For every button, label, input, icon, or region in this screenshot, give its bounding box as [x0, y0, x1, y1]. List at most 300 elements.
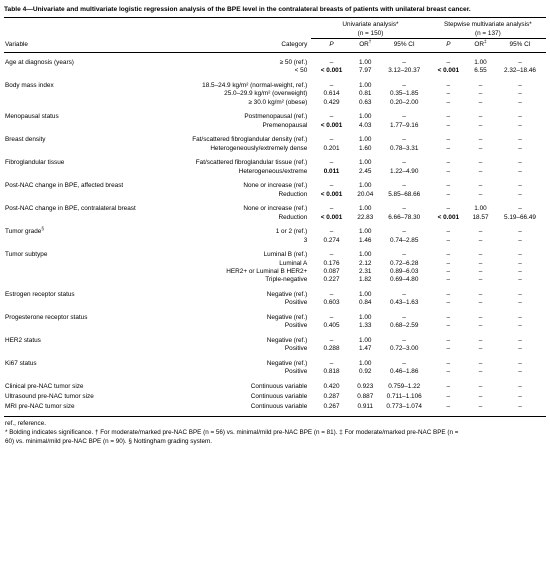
cell-p-multivariate: –	[446, 251, 451, 259]
header-p-multivariate: P	[430, 39, 467, 52]
table-row	[4, 237, 546, 245]
cell-p-univariate: 0.405	[323, 322, 340, 330]
header-or-univariate	[352, 39, 379, 52]
footnote-line: ref., reference.	[5, 420, 46, 428]
cell-p-multivariate: –	[446, 322, 451, 330]
cell-p-multivariate: –	[446, 268, 451, 275]
cell-variable	[4, 168, 149, 176]
cell-or-univariate: 1.00	[359, 205, 372, 213]
header-variable: Variable	[4, 39, 149, 52]
cell-variable	[4, 299, 149, 307]
table-row	[4, 268, 546, 276]
cell-p-multivariate: –	[446, 144, 451, 152]
table-row	[4, 401, 546, 417]
cell-ci-univariate: 3.12–20.37	[388, 67, 421, 75]
cell-p-multivariate: –	[446, 113, 451, 121]
cell-or-univariate: 1.00	[359, 58, 372, 66]
cell-ci-multivariate: –	[518, 268, 522, 275]
cell-p-univariate: 0.227	[323, 276, 340, 284]
cell-variable	[4, 354, 149, 369]
cell-variable	[4, 331, 149, 346]
cell-category: Reduction	[278, 213, 308, 221]
table-row	[4, 354, 546, 369]
cell-or-univariate: 1.00	[359, 291, 372, 298]
column-header-row	[4, 39, 546, 52]
cell-ci-univariate: 0.35–1.85	[389, 90, 419, 98]
table-row	[4, 107, 546, 122]
variable-label: Tumor grade	[5, 228, 42, 236]
table-row	[4, 299, 546, 307]
table-row	[4, 345, 546, 353]
cell-p-univariate: –	[329, 81, 334, 89]
header-category: Category	[149, 39, 311, 52]
cell-category: Positive	[284, 345, 308, 353]
cell-ci-univariate: 6.66–78.30	[388, 213, 421, 221]
table-row	[4, 276, 546, 284]
cell-or-univariate: 0.92	[359, 368, 372, 376]
cell-category: Positive	[284, 322, 308, 330]
cell-or-multivariate: 18.57	[472, 213, 489, 221]
cell-p-univariate: 0.288	[323, 345, 340, 353]
cell-category: Continuous variable	[250, 383, 308, 390]
cell-ci-multivariate: –	[518, 144, 522, 152]
table-row	[4, 153, 546, 168]
header-p-univariate: P	[311, 39, 351, 52]
cell-ci-multivariate: –	[518, 228, 522, 236]
cell-variable	[4, 222, 149, 237]
table-row	[4, 285, 546, 300]
table-row	[4, 199, 546, 214]
cell-p-multivariate: –	[446, 228, 451, 236]
cell-p-univariate: –	[329, 58, 334, 66]
cell-ci-univariate: 0.74–2.85	[389, 236, 419, 244]
cell-category: Continuous variable	[250, 393, 308, 400]
cell-variable	[4, 391, 149, 401]
cell-ci-multivariate: –	[518, 368, 522, 376]
cell-category: Triple-negative	[265, 276, 308, 284]
cell-or-univariate: 0.81	[359, 90, 372, 98]
table-row	[4, 260, 546, 268]
header-or-mark: †	[368, 39, 372, 45]
cell-p-univariate: < 0.001	[320, 213, 343, 221]
cell-p-univariate: 0.274	[323, 236, 340, 244]
cell-p-multivariate: –	[446, 190, 451, 198]
cell-p-univariate: 0.420	[323, 383, 340, 390]
cell-variable	[4, 130, 149, 145]
cell-or-univariate: 1.33	[359, 322, 372, 330]
cell-variable	[4, 368, 149, 376]
cell-p-univariate: 0.176	[323, 259, 340, 267]
header-or-multivariate	[467, 39, 494, 52]
cell-p-univariate: 0.818	[323, 368, 340, 376]
cell-or-univariate: 1.00	[359, 113, 372, 121]
cell-category: Negative (ref.)	[266, 360, 308, 367]
cell-p-univariate: –	[329, 314, 334, 321]
cell-category: Negative (ref.)	[266, 314, 308, 321]
cell-or-multivariate: –	[478, 268, 483, 275]
cell-ci-univariate: 0.68–2.59	[389, 322, 419, 330]
cell-ci-multivariate: –	[518, 322, 522, 330]
cell-ci-multivariate: –	[518, 167, 522, 175]
cell-ci-multivariate: –	[518, 236, 522, 244]
table-row	[4, 368, 546, 376]
cell-p-univariate: 0.614	[323, 90, 340, 98]
cell-or-multivariate: 6.55	[474, 67, 487, 75]
cell-ci-univariate: 0.759–1.22	[388, 383, 421, 390]
cell-or-univariate: 1.00	[359, 159, 372, 167]
cell-ci-univariate: 5.85–68.66	[388, 190, 421, 198]
cell-or-univariate: 2.12	[359, 259, 372, 267]
cell-p-univariate: 0.201	[323, 144, 340, 152]
cell-p-univariate: –	[329, 136, 334, 144]
cell-p-univariate: –	[329, 291, 334, 298]
cell-p-univariate: –	[329, 159, 334, 167]
cell-category: HER2+ or Luminal B HER2+	[226, 268, 308, 275]
cell-or-multivariate: –	[478, 113, 483, 121]
cell-p-univariate: –	[329, 337, 334, 344]
footnote-mark: §	[41, 226, 44, 232]
table-row	[4, 168, 546, 176]
cell-ci-univariate: –	[402, 159, 406, 167]
cell-p-multivariate: –	[446, 276, 451, 284]
cell-ci-multivariate: –	[518, 314, 522, 321]
cell-or-multivariate: –	[478, 314, 483, 321]
cell-ci-multivariate: 2.32–18.46	[504, 67, 536, 75]
cell-or-univariate: 1.00	[359, 360, 372, 367]
cell-or-univariate: 2.45	[359, 167, 372, 175]
cell-p-univariate: –	[329, 251, 334, 259]
variable-label: Progesterone receptor status	[5, 314, 88, 321]
univariate-label: Univariate analysis*	[342, 21, 399, 28]
cell-or-multivariate: –	[478, 383, 483, 390]
cell-or-multivariate: –	[478, 167, 483, 175]
table-row	[4, 67, 546, 75]
cell-p-multivariate: –	[446, 81, 451, 89]
cell-category: Luminal B (ref.)	[263, 251, 308, 259]
cell-or-univariate: 1.00	[359, 251, 372, 259]
cell-ci-multivariate: –	[518, 113, 522, 121]
group-header-row	[4, 18, 546, 39]
table-row	[4, 377, 546, 392]
cell-p-univariate: 0.429	[323, 98, 340, 106]
cell-category: 25.0–29.9 kg/m² (overweight)	[224, 90, 308, 98]
variable-label: Breast density	[5, 136, 46, 144]
cell-p-univariate: –	[329, 205, 334, 213]
cell-ci-univariate: 1.22–4.90	[389, 167, 419, 175]
header-or-label: OR	[474, 41, 485, 49]
cell-variable	[4, 322, 149, 330]
cell-or-multivariate: –	[478, 90, 483, 98]
table-row	[4, 130, 546, 145]
cell-or-multivariate: –	[478, 98, 483, 106]
table-row	[4, 245, 546, 260]
cell-ci-univariate: –	[402, 228, 406, 236]
variable-label: Ki67 status	[5, 360, 37, 367]
variable-label: Age at diagnosis (years)	[5, 58, 74, 66]
cell-p-univariate: < 0.001	[320, 190, 343, 198]
cell-variable	[4, 153, 149, 168]
cell-ci-univariate: 0.711–1.106	[386, 393, 422, 400]
cell-variable	[4, 145, 149, 153]
cell-or-multivariate: –	[467, 401, 494, 417]
variable-label: Post-NAC change in BPE, affected breast	[5, 182, 124, 190]
cell-category: Fat/scattered fibroglandular density (ref.)	[192, 136, 308, 144]
cell-p-multivariate: –	[446, 314, 451, 321]
cell-ci-multivariate: –	[518, 159, 522, 167]
cell-or-univariate: 0.911	[352, 401, 379, 417]
cell-or-multivariate: –	[478, 251, 483, 259]
cell-variable	[4, 401, 149, 417]
variable-label: Body mass index	[5, 81, 54, 89]
table-row	[4, 322, 546, 330]
table-row	[4, 52, 546, 67]
cell-or-univariate: 1.00	[359, 81, 372, 89]
cell-p-multivariate: –	[446, 383, 451, 390]
cell-category: Continuous variable	[149, 401, 311, 417]
cell-or-multivariate: –	[478, 368, 483, 376]
cell-ci-univariate: –	[402, 205, 406, 213]
table-body	[4, 52, 546, 417]
cell-p-univariate: 0.011	[323, 167, 340, 175]
cell-category: Heterogeneous/extreme	[238, 167, 308, 175]
cell-category: < 50	[294, 67, 308, 75]
cell-or-multivariate: –	[478, 236, 483, 244]
cell-variable	[4, 237, 149, 245]
cell-or-univariate: 1.47	[359, 345, 372, 353]
multivariate-n: (n = 137)	[474, 29, 501, 37]
cell-category: Reduction	[278, 190, 308, 198]
cell-category: Premenopausal	[262, 121, 308, 129]
header-ci-univariate: 95% CI	[379, 39, 430, 52]
cell-ci-multivariate: –	[518, 190, 522, 198]
cell-p-multivariate: –	[446, 259, 451, 267]
cell-ci-univariate: –	[402, 337, 406, 344]
cell-ci-univariate: –	[402, 136, 406, 144]
cell-or-multivariate: –	[478, 81, 483, 89]
variable-label: MRI pre-NAC tumor size	[5, 403, 75, 410]
table-row	[4, 76, 546, 91]
cell-variable	[4, 268, 149, 276]
cell-p-multivariate: –	[446, 393, 451, 400]
cell-or-multivariate: –	[478, 322, 483, 330]
cell-ci-multivariate: –	[518, 259, 522, 267]
cell-or-multivariate: –	[478, 182, 483, 190]
cell-variable	[4, 285, 149, 300]
cell-variable	[4, 199, 149, 214]
cell-p-multivariate: –	[446, 368, 451, 376]
cell-or-multivariate: 1.00	[474, 205, 487, 213]
cell-variable	[4, 76, 149, 91]
cell-ci-univariate: –	[402, 113, 406, 121]
cell-variable	[4, 122, 149, 130]
cell-category: Positive	[284, 299, 308, 307]
cell-or-multivariate: –	[478, 259, 483, 267]
table-row	[4, 331, 546, 346]
cell-ci-multivariate: –	[518, 121, 522, 129]
cell-variable	[4, 308, 149, 323]
table-row	[4, 99, 546, 107]
cell-p-univariate: –	[329, 228, 334, 236]
cell-or-multivariate: –	[478, 121, 483, 129]
cell-variable	[4, 99, 149, 107]
cell-ci-multivariate: –	[518, 81, 522, 89]
cell-ci-univariate: –	[402, 360, 406, 367]
cell-category: None or increase (ref.)	[243, 205, 308, 213]
table-row	[4, 176, 546, 191]
cell-ci-univariate: 0.69–4.80	[389, 276, 419, 284]
cell-ci-univariate: 0.20–2.00	[389, 98, 419, 106]
cell-or-univariate: 1.60	[359, 144, 372, 152]
cell-category: Negative (ref.)	[266, 291, 308, 298]
cell-p-multivariate: –	[446, 136, 451, 144]
cell-or-univariate: 1.82	[359, 276, 372, 284]
cell-p-univariate: 0.287	[323, 393, 340, 400]
cell-ci-multivariate: –	[518, 337, 522, 344]
cell-category: None or increase (ref.)	[243, 182, 308, 190]
cell-or-univariate: 0.923	[357, 383, 374, 390]
cell-p-univariate: –	[329, 360, 334, 367]
cell-or-multivariate: –	[478, 345, 483, 353]
multivariate-header	[430, 18, 546, 39]
variable-label: HER2 status	[5, 337, 41, 344]
header-or-mark: ‡	[484, 39, 487, 45]
cell-category: Luminal A	[279, 259, 308, 267]
cell-variable	[4, 345, 149, 353]
cell-p-multivariate: –	[446, 299, 451, 307]
cell-ci-multivariate: –	[518, 182, 522, 190]
cell-or-multivariate: –	[478, 159, 483, 167]
cell-variable	[4, 67, 149, 75]
cell-p-multivariate: –	[446, 337, 451, 344]
cell-ci-multivariate: –	[518, 299, 522, 307]
header-or-label: OR	[359, 41, 369, 49]
table-row	[4, 122, 546, 130]
cell-p-multivariate: < 0.001	[437, 213, 460, 221]
cell-or-univariate: 2.31	[359, 268, 372, 275]
cell-ci-multivariate: –	[518, 345, 522, 353]
variable-label: Post-NAC change in BPE, contralateral breast	[5, 205, 136, 213]
cell-ci-multivariate: –	[518, 251, 522, 259]
cell-category: Heterogeneously/extremely dense	[210, 144, 308, 152]
cell-variable	[4, 260, 149, 268]
table-row	[4, 391, 546, 401]
cell-or-multivariate: –	[478, 299, 483, 307]
cell-p-multivariate: –	[446, 167, 451, 175]
univariate-n: (n = 150)	[357, 29, 384, 37]
cell-or-univariate: 4.03	[359, 121, 372, 129]
cell-ci-univariate: 0.78–3.31	[389, 144, 419, 152]
cell-p-univariate: 0.267	[311, 401, 351, 417]
cell-p-univariate: < 0.001	[320, 121, 343, 129]
cell-or-univariate: 1.00	[359, 314, 372, 321]
cell-p-multivariate: –	[446, 182, 451, 190]
cell-p-univariate: 0.603	[323, 299, 340, 307]
cell-variable	[4, 214, 149, 222]
variable-label: Fibroglandular tissue	[5, 159, 65, 167]
cell-ci-multivariate: –	[494, 401, 546, 417]
cell-category: Fat/scattered fibroglandular tissue (ref.)	[195, 159, 308, 167]
cell-p-univariate: –	[329, 113, 334, 121]
footnote-line: 60) vs. minimal/mild pre-NAC BPE (n = 90). § Nottingham grading system.	[5, 437, 212, 445]
cell-variable	[4, 276, 149, 284]
cell-ci-univariate: 0.773–1.074	[379, 401, 430, 417]
cell-category: ≥ 30.0 kg/m² (obese)	[248, 98, 308, 106]
cell-p-multivariate: –	[446, 345, 451, 353]
cell-ci-univariate: 0.43–1.63	[389, 299, 419, 307]
cell-p-multivariate: –	[446, 205, 451, 213]
cell-category: 18.5–24.9 kg/m² (normal-weight, ref.)	[202, 81, 308, 89]
cell-ci-univariate: –	[402, 314, 406, 321]
cell-category: 3	[303, 236, 308, 244]
table-row	[4, 145, 546, 153]
table-footnotes	[4, 417, 546, 446]
table-row	[4, 308, 546, 323]
cell-or-multivariate: –	[478, 190, 483, 198]
cell-variable	[4, 107, 149, 122]
cell-variable	[4, 245, 149, 260]
variable-label: Menopausal status	[5, 113, 59, 121]
cell-p-multivariate: –	[446, 90, 451, 98]
cell-or-multivariate: –	[478, 337, 483, 344]
cell-p-univariate: –	[329, 182, 334, 190]
cell-variable	[4, 176, 149, 191]
cell-or-univariate: 1.00	[359, 182, 372, 190]
cell-or-multivariate: –	[478, 136, 483, 144]
cell-ci-univariate: –	[402, 81, 406, 89]
cell-or-univariate: 0.84	[359, 299, 372, 307]
cell-variable	[4, 90, 149, 98]
cell-or-univariate: 20.04	[357, 190, 374, 198]
regression-table	[4, 18, 546, 417]
multivariate-label: Stepwise multivariate analysis*	[443, 21, 532, 28]
table-caption: Table 4—Univariate and multivariate logistic regression analysis of the BPE level in the contralateral breasts of patients with unilateral breast cancer.	[4, 5, 546, 18]
variable-label: Clinical pre-NAC tumor size	[5, 383, 84, 390]
footnote-line: * Bolding indicates significance. † For moderate/marked pre-NAC BPE (n = 56) vs. minimal/mild pre-NAC BPE (n = 81). ‡ For moderate/marked pre-NAC BPE (n =	[5, 429, 459, 436]
cell-or-univariate: 7.97	[359, 67, 372, 75]
table-row	[4, 222, 546, 237]
cell-ci-multivariate: –	[518, 205, 522, 213]
cell-ci-univariate: 0.46–1.86	[389, 368, 419, 376]
cell-or-univariate: 0.63	[359, 98, 372, 106]
cell-ci-multivariate: –	[518, 58, 522, 66]
cell-variable	[4, 52, 149, 67]
cell-or-univariate: 22.83	[357, 213, 374, 221]
cell-ci-multivariate: –	[518, 90, 522, 98]
cell-ci-univariate: –	[402, 58, 406, 66]
cell-p-multivariate: –	[446, 236, 451, 244]
table-row	[4, 90, 546, 98]
cell-p-univariate: 0.087	[323, 268, 340, 275]
cell-category: Positive	[284, 368, 308, 376]
cell-p-multivariate: –	[446, 121, 451, 129]
cell-category: Postmenopausal (ref.)	[244, 113, 308, 121]
cell-ci-multivariate: –	[518, 360, 522, 367]
cell-or-multivariate: –	[478, 228, 483, 236]
cell-or-univariate: 1.00	[359, 228, 372, 236]
cell-p-multivariate: < 0.001	[437, 67, 460, 75]
cell-ci-univariate: 0.72–3.00	[389, 345, 419, 353]
cell-ci-univariate: 1.77–9.16	[389, 121, 419, 129]
cell-category: 1 or 2 (ref.)	[275, 228, 308, 236]
cell-variable	[4, 191, 149, 199]
cell-or-multivariate: 1.00	[474, 58, 487, 66]
cell-or-univariate: 1.00	[359, 337, 372, 344]
cell-ci-univariate: 0.89–6.03	[389, 268, 419, 275]
cell-category: Negative (ref.)	[266, 337, 308, 344]
cell-ci-multivariate: 5.19–66.49	[504, 213, 536, 221]
cell-p-univariate: < 0.001	[320, 67, 343, 75]
cell-ci-multivariate: –	[518, 383, 522, 390]
